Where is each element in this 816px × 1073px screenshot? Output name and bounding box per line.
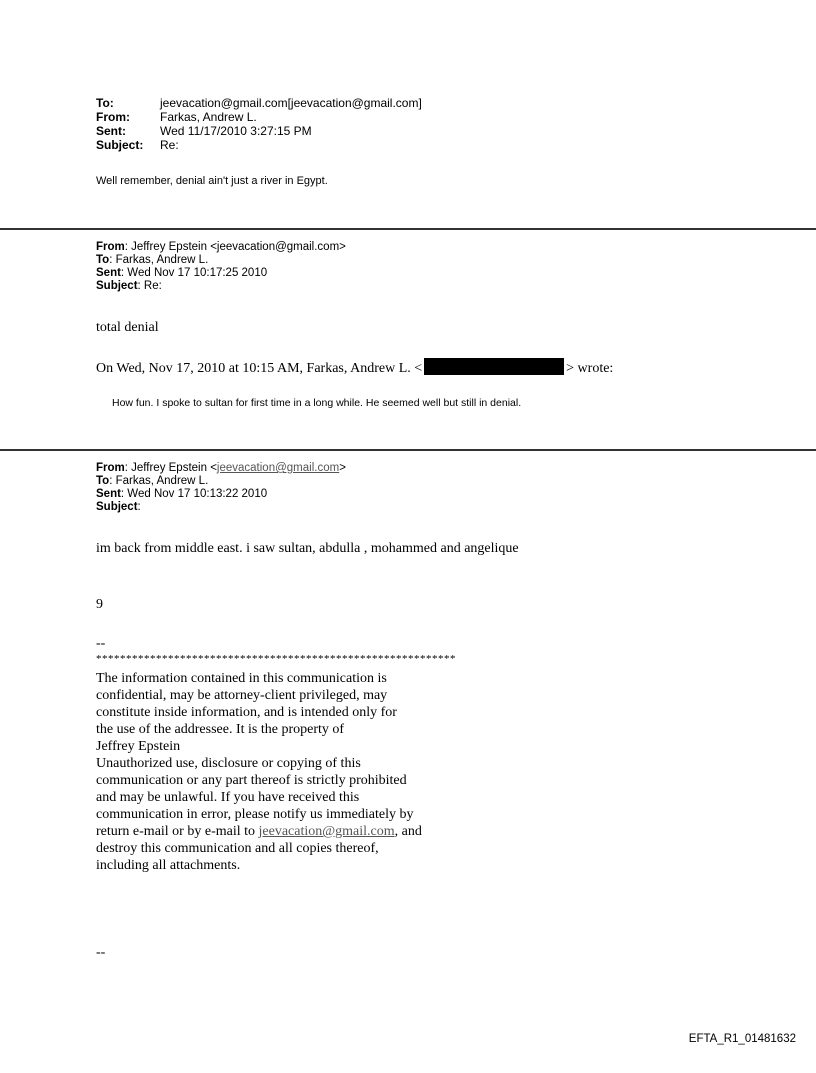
subject-label: Subject:	[96, 138, 144, 152]
subject-label: Subject	[96, 280, 138, 292]
disclaimer-line: confidential, may be attorney-client privileged, may	[96, 688, 388, 703]
confidentiality-disclaimer	[96, 670, 516, 874]
to-value: : Farkas, Andrew L.	[109, 475, 209, 487]
subject-value: :	[137, 501, 141, 513]
redaction-box	[424, 358, 564, 375]
message-1-header	[96, 96, 422, 152]
to-label: To:	[96, 96, 114, 110]
disclaimer-email-post: , and	[394, 824, 422, 839]
to-value: : Farkas, Andrew L.	[109, 254, 209, 266]
disclaimer-line: including all attachments.	[96, 858, 241, 873]
message-3-body: im back from middle east. i saw sultan, abdulla , mohammed and angelique	[96, 541, 519, 556]
subject-value: : Re:	[137, 280, 162, 292]
subject-label: Subject	[96, 501, 138, 513]
to-value: jeevacation@gmail.com[jeevacation@gmail.com]	[160, 96, 422, 110]
from-suffix: >	[339, 462, 346, 474]
sent-label: Sent	[96, 267, 121, 279]
message-1-body: Well remember, denial ain't just a river in Egypt.	[96, 175, 328, 187]
from-prefix: : Jeffrey Epstein <	[124, 462, 217, 474]
quote-header-start: On Wed, Nov 17, 2010 at 10:15 AM, Farkas, Andrew L. <	[96, 361, 423, 376]
message-2-body: total denial	[96, 320, 159, 335]
document-id: EFTA_R1_01481632	[688, 1033, 796, 1045]
signature-dash: --	[96, 636, 106, 651]
disclaimer-email-pre: return e-mail or by e-mail to	[96, 824, 259, 839]
email-link[interactable]: jeevacation@gmail.com	[258, 824, 395, 839]
message-3-header	[96, 462, 346, 514]
disclaimer-line: Jeffrey Epstein	[96, 739, 181, 754]
disclaimer-line: Unauthorized use, disclosure or copying of this	[96, 756, 361, 771]
email-link[interactable]: jeevacation@gmail.com	[216, 462, 340, 474]
quoted-text: How fun. I spoke to sultan for first time in a long while. He seemed well but still in denial.	[112, 397, 522, 409]
from-label: From	[96, 462, 125, 474]
disclaimer-email-line	[96, 823, 516, 840]
divider	[0, 449, 816, 451]
to-label: To	[96, 254, 110, 266]
sent-label: Sent	[96, 488, 121, 500]
quote-header	[96, 358, 613, 377]
message-2-header	[96, 241, 346, 293]
sent-value: Wed 11/17/2010 3:27:15 PM	[160, 124, 312, 138]
to-label: To	[96, 475, 110, 487]
from-value: Farkas, Andrew L.	[160, 110, 257, 124]
asterisk-separator: ************************************************************	[96, 653, 456, 665]
disclaimer-line: communication in error, please notify us immediately by	[96, 807, 414, 822]
sent-label: Sent:	[96, 124, 126, 138]
disclaimer-line: The information contained in this communication is	[96, 671, 387, 686]
disclaimer-line: constitute inside information, and is intended only for	[96, 705, 397, 720]
subject-value: Re:	[160, 138, 179, 152]
disclaimer-line: the use of the addressee. It is the property of	[96, 722, 345, 737]
from-label: From:	[96, 110, 130, 124]
divider	[0, 228, 816, 230]
quote-header-end: > wrote:	[566, 361, 614, 376]
disclaimer-line: communication or any part thereof is strictly prohibited	[96, 773, 407, 788]
disclaimer-line: and may be unlawful. If you have received this	[96, 790, 360, 805]
sent-value: : Wed Nov 17 10:17:25 2010	[120, 267, 268, 279]
from-value: : Jeffrey Epstein <jeevacation@gmail.com>	[124, 241, 346, 253]
end-dash: --	[96, 945, 106, 960]
disclaimer-line: destroy this communication and all copies thereof,	[96, 841, 379, 856]
sent-value: : Wed Nov 17 10:13:22 2010	[120, 488, 268, 500]
from-label: From	[96, 241, 125, 253]
number-line: 9	[96, 597, 103, 612]
